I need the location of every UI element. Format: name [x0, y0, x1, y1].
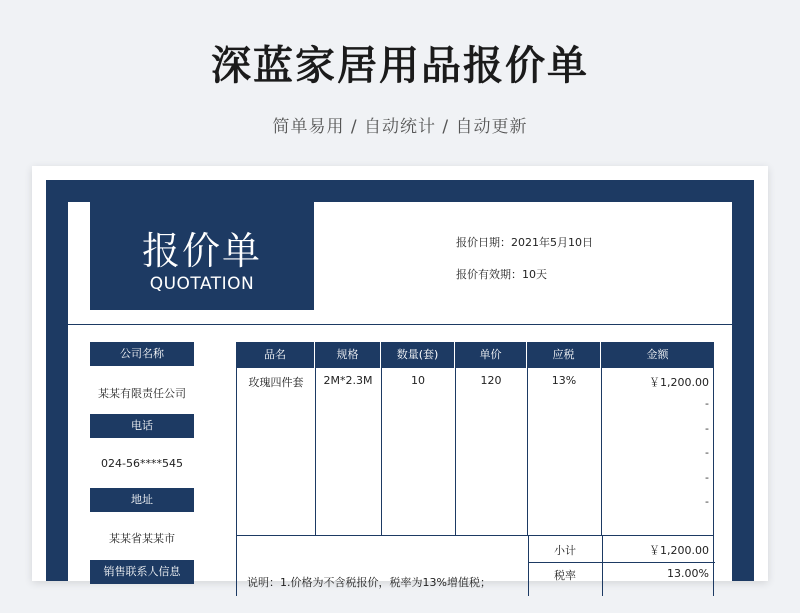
- row-1-tax[interactable]: 13%: [551, 374, 577, 387]
- column-header-tax: 应税: [527, 342, 601, 368]
- row-5-amount[interactable]: -: [705, 471, 709, 484]
- quotation-body: [68, 202, 732, 589]
- address-value[interactable]: 某某省某某市: [109, 532, 175, 545]
- row-1-qty[interactable]: 10: [411, 374, 425, 387]
- quote-validity[interactable]: 报价有效期：10天: [456, 268, 547, 281]
- column-header-amount: 金额: [646, 348, 669, 361]
- quotation-title-cn: 报价单: [141, 229, 262, 273]
- header-divider: [68, 324, 732, 325]
- row-1-name[interactable]: 玫瑰四件套: [248, 376, 304, 389]
- row-3-amount[interactable]: -: [705, 422, 709, 435]
- column-header-price: 单价: [455, 342, 527, 368]
- summary-divider: [528, 562, 715, 563]
- column-header-spec: 规格: [315, 342, 381, 368]
- table-body: [236, 368, 714, 536]
- page-subtitle: 简单易用 / 自动统计 / 自动更新: [272, 117, 528, 137]
- address-label: 地址: [90, 488, 194, 512]
- table-header: [236, 342, 714, 368]
- tax-rate-label: 税率: [554, 569, 576, 582]
- quotation-frame: [46, 180, 754, 589]
- row-2-amount[interactable]: -: [705, 397, 709, 410]
- quotation-sheet: [32, 166, 768, 589]
- phone-value[interactable]: 024-56****545: [101, 457, 183, 470]
- column-header-qty: 数量(套): [381, 342, 455, 368]
- column-divider: [381, 368, 382, 536]
- quotation-title-en: QUOTATION: [149, 274, 255, 294]
- subtotal-value[interactable]: ￥1,200.00: [649, 544, 709, 557]
- quote-date[interactable]: 报价日期：2021年5月10日: [456, 236, 593, 249]
- column-divider: [601, 368, 602, 536]
- quotation-note[interactable]: 说明：1.价格为不含税报价，税率为13%增值税；: [247, 576, 491, 589]
- column-divider: [315, 368, 316, 536]
- tax-rate-value[interactable]: 13.00%: [667, 567, 709, 580]
- company-name-value[interactable]: 某某有限责任公司: [98, 387, 186, 400]
- company-name-label: 公司名称: [90, 342, 194, 366]
- column-header-name: 品名: [236, 342, 315, 368]
- column-divider: [455, 368, 456, 536]
- row-1-spec[interactable]: 2M*2.3M: [323, 374, 373, 387]
- summary-block: [236, 536, 714, 596]
- row-1-price[interactable]: 120: [480, 374, 502, 387]
- row-1-amount[interactable]: ￥1,200.00: [649, 376, 709, 389]
- page-title: 深蓝家居用品报价单: [211, 43, 589, 89]
- phone-label: 电话: [90, 414, 194, 438]
- sales-contact-label: 销售联系人信息: [90, 560, 194, 584]
- subtotal-label: 小计: [554, 544, 576, 557]
- row-6-amount[interactable]: -: [705, 495, 709, 508]
- quotation-title-block: [90, 202, 314, 310]
- column-divider: [527, 368, 528, 536]
- summary-divider: [602, 536, 603, 596]
- row-4-amount[interactable]: -: [705, 446, 709, 459]
